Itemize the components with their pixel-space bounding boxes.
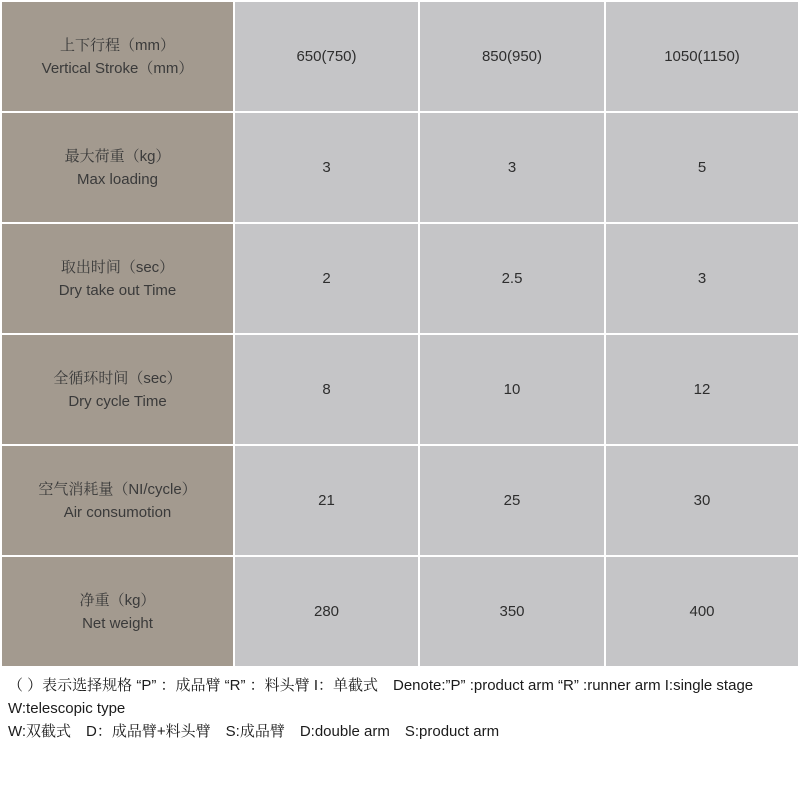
cell-value: 30: [606, 446, 798, 555]
row-label-cn: 空气消耗量（NI/cycle）: [38, 480, 197, 498]
cell-value: 350: [420, 557, 604, 666]
cell-value: 8: [235, 335, 418, 444]
footnote-line-2: W:telescopic type: [8, 700, 126, 717]
row-label-air-consumption: [2, 446, 233, 555]
footnotes: [0, 668, 800, 743]
cell-value: 21: [235, 446, 418, 555]
table-row: [2, 2, 798, 111]
cell-value: 2: [235, 224, 418, 333]
table-row: [2, 224, 798, 333]
footnote-line-3: W:双截式 D：成品臂+料头臂 S:成品臂 D:double arm S:product arm: [8, 723, 500, 740]
row-label-cn: 取出时间（sec）: [60, 258, 175, 276]
row-label-en: Air consumotion: [63, 503, 172, 521]
row-label-net-weight: [2, 557, 233, 666]
row-label-en: Dry take out Time: [58, 281, 177, 299]
cell-value: 850(950): [420, 2, 604, 111]
cell-value: 2.5: [420, 224, 604, 333]
row-label-cn: 全循环时间（sec）: [53, 369, 182, 387]
table-row: [2, 335, 798, 444]
footnote-line-1: （ ）表示选择规格 “P” ：成品臂 “R” ：料头臂 I：单截式 Denote:”P” :product arm “R” :runner arm I:single stage: [8, 677, 754, 694]
cell-value: 1050(1150): [606, 2, 798, 111]
cell-value: 3: [420, 113, 604, 222]
row-label-en: Max loading: [77, 170, 158, 188]
cell-value: 3: [235, 113, 418, 222]
cell-value: 25: [420, 446, 604, 555]
cell-value: 280: [235, 557, 418, 666]
table-row: [2, 113, 798, 222]
cell-value: 400: [606, 557, 798, 666]
row-label-en: Net weight: [82, 614, 153, 632]
table-row: [2, 557, 798, 666]
row-label-vertical-stroke: [2, 2, 233, 111]
cell-value: 12: [606, 335, 798, 444]
table-row: [2, 446, 798, 555]
row-label-dry-take-out-time: [2, 224, 233, 333]
row-label-max-loading: [2, 113, 233, 222]
row-label-cn: 最大荷重（kg）: [64, 147, 171, 165]
row-label-dry-cycle-time: [2, 335, 233, 444]
cell-value: 5: [606, 113, 798, 222]
row-label-en: Vertical Stroke（mm）: [41, 59, 194, 77]
row-label-en: Dry cycle Time: [68, 392, 167, 410]
cell-value: 3: [606, 224, 798, 333]
cell-value: 650(750): [235, 2, 418, 111]
row-label-cn: 净重（kg）: [79, 591, 156, 609]
cell-value: 10: [420, 335, 604, 444]
row-label-cn: 上下行程（mm）: [60, 36, 175, 54]
